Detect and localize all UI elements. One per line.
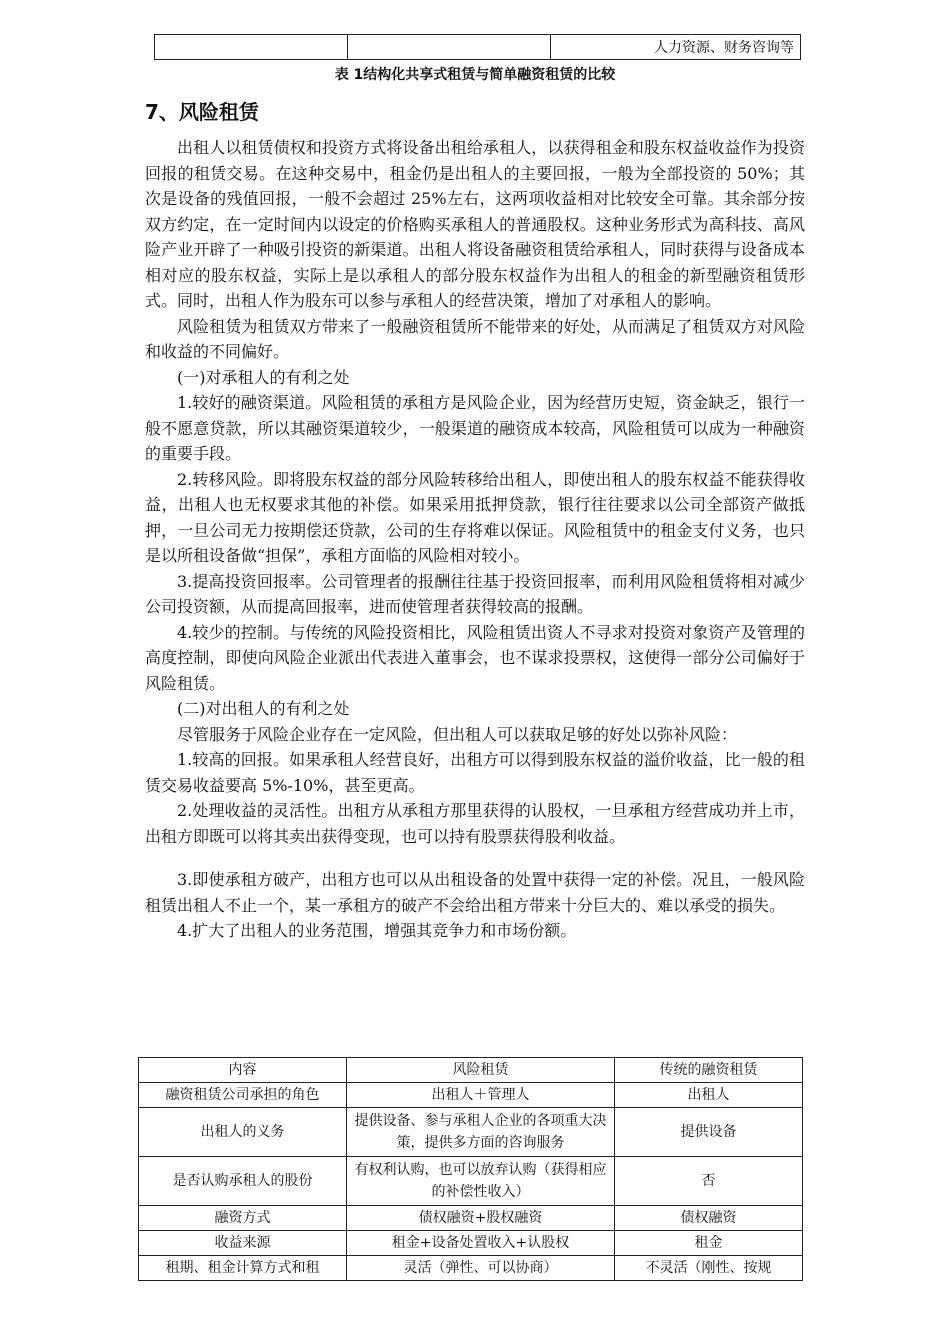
table-cell: 灵活（弹性、可以协商） xyxy=(347,1256,615,1281)
column-header: 传统的融资租赁 xyxy=(615,1058,803,1083)
table-cell: 人力资源、财务咨询等 xyxy=(551,35,801,60)
table-cell: 有权利认购，也可以放弃认购（获得相应的补偿性收入） xyxy=(347,1157,615,1206)
subheading: (一)对承租人的有利之处 xyxy=(177,367,350,387)
table-header-row xyxy=(139,1058,803,1083)
subheading: (二)对出租人的有利之处 xyxy=(177,699,350,718)
section-heading: 7、风险租赁 xyxy=(145,100,259,124)
paragraph: 风险租赁为租赁双方带来了一般融资租赁所不能带来的好处，从而满足了租赁双方对风险和收益的不同偏好。 xyxy=(145,316,805,361)
paragraph: 3.即使承租方破产，出租方也可以从出租设备的处置中获得一定的补偿。况且，一般风险租赁出租人不止一个，某一承租方的破产不会给出租方带来十分巨大的、难以承受的损失。 xyxy=(145,870,805,915)
body-text xyxy=(145,135,805,944)
paragraph: 2.处理收益的灵活性。出租方从承租方那里获得的认股权，一旦承租方经营成功并上市，出租方即既可以将其卖出获得变现，也可以持有股票获得股利收益。 xyxy=(145,801,805,846)
table-row xyxy=(139,1083,803,1108)
column-header: 风险租赁 xyxy=(347,1058,615,1083)
comparison-table xyxy=(138,1057,803,1281)
table-cell: 出租人 xyxy=(615,1083,803,1108)
table-row xyxy=(139,1108,803,1157)
paragraph: 1.较好的融资渠道。风险租赁的承租方是风险企业，因为经营历史短，资金缺乏，银行一般不愿意贷款，所以其融资渠道较少，一般渠道的融资成本较高，风险租赁可以成为一种融资的重要手段。 xyxy=(145,393,805,463)
table-row xyxy=(139,1206,803,1231)
table-cell: 否 xyxy=(615,1157,803,1206)
table-cell: 提供设备 xyxy=(615,1108,803,1157)
column-header: 内容 xyxy=(139,1058,347,1083)
previous-table-fragment xyxy=(154,34,801,60)
table-cell xyxy=(155,35,348,60)
paragraph: 3.提高投资回报率。公司管理者的报酬往往基于投资回报率，而利用风险租赁将相对减少公司投资额，从而提高回报率，进而使管理者获得较高的报酬。 xyxy=(145,571,805,616)
table-cell: 租金 xyxy=(615,1231,803,1256)
paragraph: 4.较少的控制。与传统的风险投资相比，风险租赁出资人不寻求对投资对象资产及管理的高度控制，即使向风险企业派出代表进入董事会，也不谋求投票权，这使得一部分公司偏好于风险租赁。 xyxy=(145,622,805,693)
table-cell: 收益来源 xyxy=(139,1231,347,1256)
paragraph: 1.较高的回报。如果承租人经营良好，出租方可以得到股东权益的溢价收益，比一般的租赁交易收益要高 5%-10%，甚至更高。 xyxy=(145,750,805,795)
table-cell: 是否认购承租人的股份 xyxy=(139,1157,347,1206)
table-cell: 不灵活（刚性、按规 xyxy=(615,1256,803,1281)
table-cell: 提供设备、参与承租人企业的各项重大决策，提供多方面的咨询服务 xyxy=(347,1108,615,1157)
table-caption: 表 1结构化共享式租赁与简单融资租赁的比较 xyxy=(334,67,616,83)
table-cell: 融资方式 xyxy=(139,1206,347,1231)
table-cell: 出租人的义务 xyxy=(139,1108,347,1157)
paragraph: 4.扩大了出租人的业务范围，增强其竞争力和市场份额。 xyxy=(177,921,577,940)
paragraph: 尽管服务于风险企业存在一定风险，但出租人可以获取足够的好处以弥补风险： xyxy=(177,724,738,744)
table-cell: 债权融资+股权融资 xyxy=(347,1206,615,1231)
table-row xyxy=(139,1231,803,1256)
table-cell: 租期、租金计算方式和租 xyxy=(139,1256,347,1281)
paragraph: 2.转移风险。即将股东权益的部分风险转移给出租人，即使出租人的股东权益不能获得收益，出租人也无权要求其他的补偿。如果采用抵押贷款，银行往往要求以公司全部资产做抵押，一旦公司无力按期偿还贷款，公司的生存将难以保证。风险租赁中的租金支付义务，也只是以所租设备做“担保”，承租方面临的风险相对较小。 xyxy=(145,469,805,565)
table-cell: 出租人＋管理人 xyxy=(347,1083,615,1108)
table-cell: 融资租赁公司承担的角色 xyxy=(139,1083,347,1108)
table-cell xyxy=(348,35,551,60)
table-cell: 租金+设备处置收入+认股权 xyxy=(347,1231,615,1256)
table-row xyxy=(139,1256,803,1281)
table-row xyxy=(139,1157,803,1206)
paragraph: 出租人以租赁债权和投资方式将设备出租给承租人，以获得租金和股东权益收益作为投资回报的租赁交易。在这种交易中，租金仍是出租人的主要回报，一般为全部投资的 50%；其次是设备的残值回报，一般不会超过 25%左右，这两项收益相对比较安全可靠。其余部分按双方约定，在一定时间内以设定的价格购买承租人的普通股权。这种业务形式为高科技、高风险产业开辟了一种吸引投资的新渠道。出租人将设备融资租赁给承租人，同时获得与设备成本相对应的股东权益，实际上是以承租人的部分股东权益作为出租人的租金的新型融资租赁形式。同时，出租人作为股东可以参与承租人的经营决策，增加了对承租人的影响。 xyxy=(145,138,805,310)
table-cell: 债权融资 xyxy=(615,1206,803,1231)
table-row xyxy=(155,35,801,60)
